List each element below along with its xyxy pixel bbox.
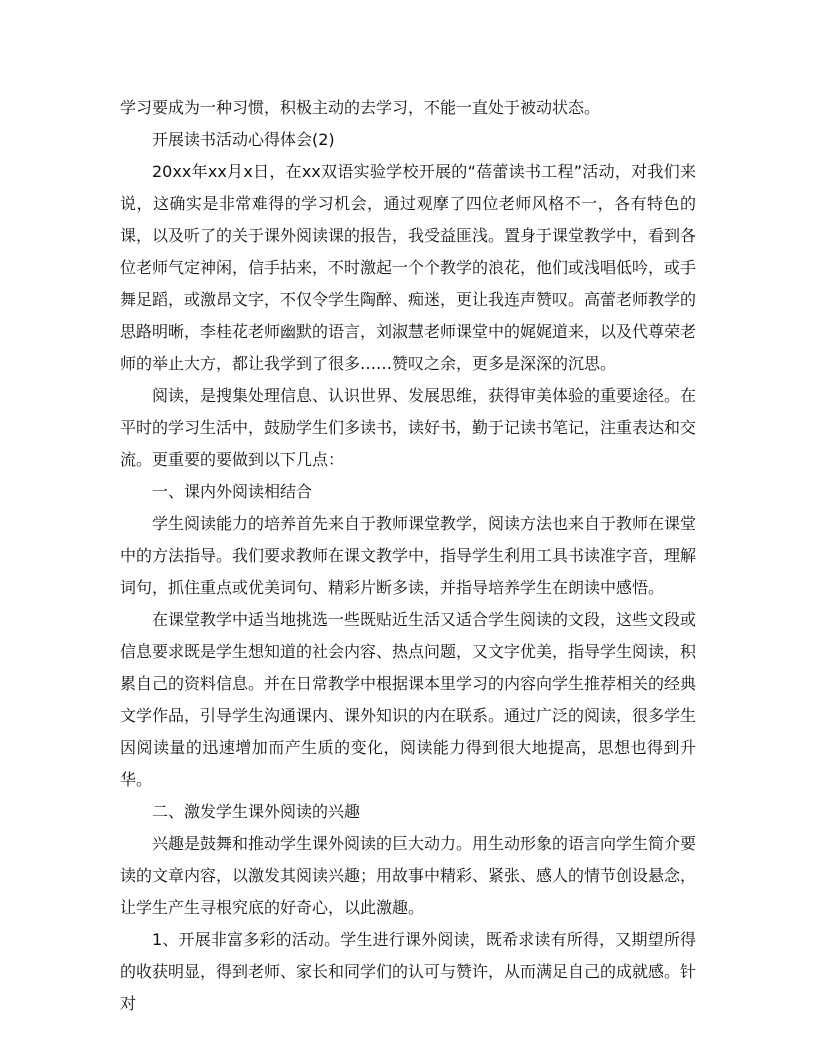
paragraph-3: 阅读，是搜集处理信息、认识世界、发展思维，获得审美体验的重要途径。在平时的学习生活中，鼓励学生们多读书，读好书，勤于记读书笔记，注重表达和交流。更重要的要做到以下几点： xyxy=(120,386,697,469)
heading-2: 二、激发学生课外阅读的兴趣 xyxy=(152,802,361,821)
paragraph-7: 1、开展非富多彩的活动。学生进行课外阅读，既希求读有所得，又期望所得的收获明显，得到老师、家长和同学们的认可与赞许，从而满足自己的成就感。针对 xyxy=(120,930,697,1013)
section-title: 开展读书活动心得体会(2) xyxy=(152,130,335,149)
document-page xyxy=(120,92,696,1020)
paragraph-5: 在课堂教学中适当地挑选一些既贴近生活又适合学生阅读的文段，这些文段或信息要求既是学生想知道的社会内容、热点问题，又文字优美，指导学生阅读，积累自己的资料信息。并在日常教学中根据课本里学习的内容向学生推荐相关的经典文学作品，引导学生沟通课内、课外知识的内在联系。通过广泛的阅读，很多学生因阅读量的迅速增加而产生质的变化，阅读能力得到很大地提高，思想也得到升华。 xyxy=(120,610,697,789)
paragraph-1: 学习要成为一种习惯，积极主动的去学习，不能一直处于被动状态。 xyxy=(120,98,601,117)
heading-1: 一、课内外阅读相结合 xyxy=(152,482,313,501)
paragraph-6: 兴趣是鼓舞和推动学生课外阅读的巨大动力。用生动形象的语言向学生简介要读的文章内容，以激发其阅读兴趣；用故事中精彩、紧张、感人的情节创设悬念，让学生产生寻根究底的好奇心，以此激趣。 xyxy=(120,834,697,917)
paragraph-2: 20xx年xx月x日，在xx双语实验学校开展的“蓓蕾读书工程”活动，对我们来说，这确实是非常难得的学习机会，通过观摩了四位老师风格不一，各有特色的课，以及听了的关于课外阅读课的报告，我受益匪浅。置身于课堂教学中，看到各位老师气定神闲，信手拈来，不时激起一个个教学的浪花，他们或浅唱低吟，或手舞足蹈，或激昂文字，不仅令学生陶醉、痴迷，更让我连声赞叹。高蕾老师教学的思路明晰，李桂花老师幽默的语言，刘淑慧老师课堂中的娓娓道来，以及代尊荣老师的举止大方，都让我学到了很多……赞叹之余，更多是深深的沉思。 xyxy=(120,162,697,373)
paragraph-4: 学生阅读能力的培养首先来自于教师课堂教学，阅读方法也来自于教师在课堂中的方法指导。我们要求教师在课文教学中，指导学生利用工具书读准字音，理解词句，抓住重点或优美词句、精彩片断多读，并指导培养学生在朗读中感悟。 xyxy=(120,514,697,597)
